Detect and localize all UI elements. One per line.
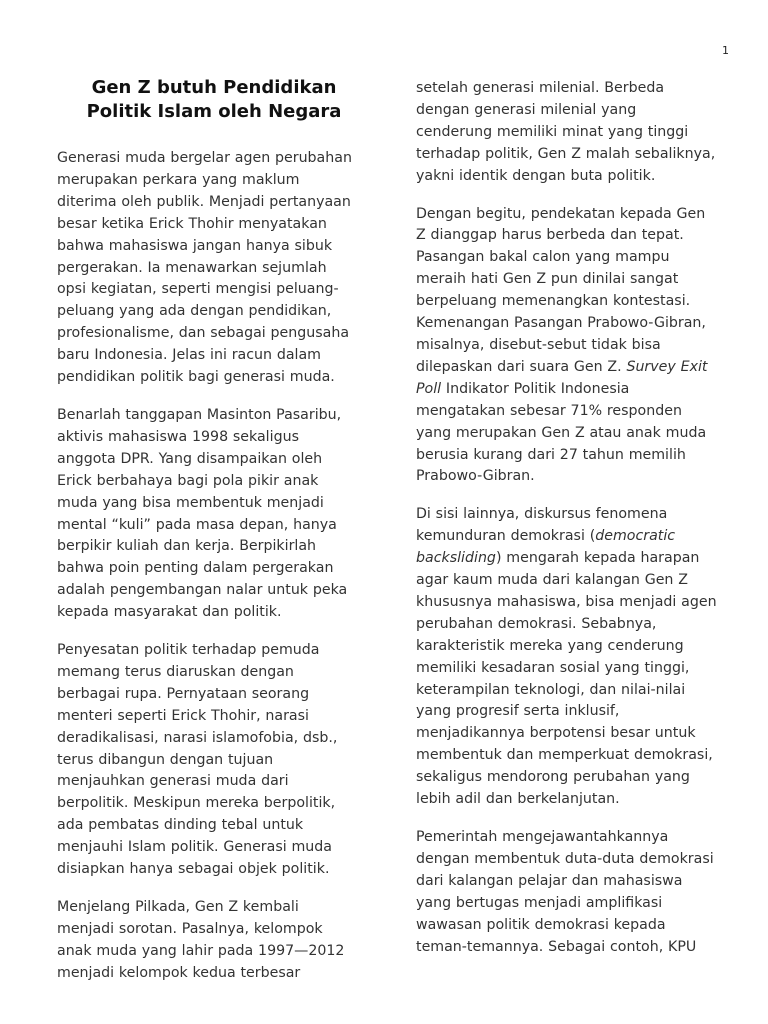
text-line: teman-temannya. Sebagai contoh, KPU bbox=[416, 938, 697, 955]
text-line: peluang yang ada dengan pendidikan, bbox=[57, 303, 332, 320]
text-line: yakni identik dengan buta politik. bbox=[416, 167, 656, 184]
text-line: menjauhkan generasi muda dari bbox=[57, 773, 289, 790]
text-line: Z dianggap harus berbeda dan tepat. bbox=[416, 227, 684, 244]
page-number: 1 bbox=[722, 44, 729, 57]
text-run: kemunduran demokrasi ( bbox=[416, 528, 596, 545]
text-line: kepada masyarakat dan politik. bbox=[57, 604, 282, 621]
text-line: Generasi muda bergelar agen perubahan bbox=[57, 150, 352, 166]
text-line: berpikir kuliah dan kerja. Berpikirlah bbox=[57, 538, 317, 555]
paragraph bbox=[416, 827, 734, 958]
text-line: khususnya mahasiswa, bisa menjadi agen bbox=[416, 593, 717, 610]
text-line: yang bertugas menjadi amplifikasi bbox=[416, 894, 663, 911]
text-line: agar kaum muda dari kalangan Gen Z bbox=[416, 572, 688, 589]
text-line: Menjelang Pilkada, Gen Z kembali bbox=[57, 899, 299, 915]
text-line: pendidikan politik bagi generasi muda. bbox=[57, 369, 335, 386]
text-line: membentuk dan memperkuat demokrasi, bbox=[416, 747, 713, 764]
paragraph bbox=[416, 504, 734, 811]
paragraph bbox=[57, 897, 371, 985]
paragraph bbox=[416, 204, 734, 489]
text-line bbox=[416, 357, 734, 379]
text-line: meraih hati Gen Z pun dinilai sangat bbox=[416, 271, 679, 288]
text-run: Indikator Politik Indonesia bbox=[441, 380, 630, 397]
text-line: Pemerintah mengejawantahkannya bbox=[416, 829, 669, 845]
paragraph bbox=[57, 640, 371, 881]
text-line: opsi kegiatan, seperti mengisi peluang- bbox=[57, 281, 339, 298]
text-line: aktivis mahasiswa 1998 sekaligus bbox=[57, 428, 299, 445]
text-line: sekaligus mendorong perubahan yang bbox=[416, 769, 690, 786]
italic-text: democratic bbox=[595, 528, 676, 545]
text-line: Dengan begitu, pendekatan kepada Gen bbox=[416, 205, 706, 222]
text-line: adalah pengembangan nalar untuk peka bbox=[57, 582, 348, 599]
text-line: deradikalisasi, narasi islamofobia, dsb., bbox=[57, 729, 338, 746]
text-line: ada pembatas dinding tebal untuk bbox=[57, 817, 304, 834]
text-line: Prabowo-Gibran. bbox=[416, 468, 535, 485]
italic-text: Survey Exit bbox=[626, 358, 708, 375]
text-line bbox=[416, 526, 734, 548]
text-line: memiliki kesadaran sosial yang tinggi, bbox=[416, 659, 690, 676]
text-line: berbagai rupa. Pernyataan seorang bbox=[57, 685, 310, 702]
text-line: cenderung memiliki minat yang tinggi bbox=[416, 123, 689, 140]
left-column bbox=[57, 0, 371, 1001]
text-line: lebih adil dan berkelanjutan. bbox=[416, 791, 620, 808]
text-line: Kemenangan Pasangan Prabowo-Gibran, bbox=[416, 315, 706, 332]
text-line: Benarlah tanggapan Masinton Pasaribu, bbox=[57, 406, 342, 423]
text-line: setelah generasi milenial. Berbeda bbox=[416, 80, 665, 96]
text-line bbox=[416, 379, 734, 401]
text-line: mental “kuli” pada masa depan, hanya bbox=[57, 516, 337, 533]
text-line: diterima oleh publik. Menjadi pertanyaan bbox=[57, 193, 351, 210]
paragraph bbox=[57, 148, 371, 389]
text-line: muda yang bisa membentuk menjadi bbox=[57, 494, 324, 511]
text-line: menjadi sorotan. Pasalnya, kelompok bbox=[57, 920, 323, 937]
text-line: karakteristik mereka yang cenderung bbox=[416, 637, 684, 654]
text-line: anak muda yang lahir pada 1997—2012 bbox=[57, 942, 345, 959]
text-line: menjauhi Islam politik. Generasi muda bbox=[57, 839, 332, 856]
text-run: ) mengarah kepada harapan bbox=[495, 550, 700, 567]
text-line: dengan generasi milenial yang bbox=[416, 101, 637, 118]
text-line: terus dibangun dengan tujuan bbox=[57, 751, 274, 768]
text-line: Di sisi lainnya, diskursus fenomena bbox=[416, 506, 668, 523]
text-line bbox=[416, 548, 734, 570]
text-line: baru Indonesia. Jelas ini racun dalam bbox=[57, 347, 321, 364]
text-line: profesionalisme, dan sebagai pengusaha bbox=[57, 325, 350, 342]
text-line: dari kalangan pelajar dan mahasiswa bbox=[416, 872, 683, 889]
text-line: besar ketika Erick Thohir menyatakan bbox=[57, 215, 327, 232]
paragraph bbox=[416, 78, 734, 188]
italic-text: backsliding bbox=[416, 550, 496, 567]
text-line: bahwa poin penting dalam pergerakan bbox=[57, 560, 334, 577]
text-line: mengatakan sebesar 71% responden bbox=[416, 402, 682, 419]
text-line: menteri seperti Erick Thohir, narasi bbox=[57, 707, 309, 724]
text-line: memang terus diaruskan dengan bbox=[57, 663, 294, 680]
text-line: Penyesatan politik terhadap pemuda bbox=[57, 642, 320, 659]
text-line: dengan membentuk duta-duta demokrasi bbox=[416, 850, 714, 867]
text-line: berpeluang memenangkan kontestasi. bbox=[416, 293, 691, 310]
text-line: yang merupakan Gen Z atau anak muda bbox=[416, 424, 707, 441]
text-line: perubahan demokrasi. Sebabnya, bbox=[416, 615, 657, 632]
text-line: disiapkan hanya sebagai objek politik. bbox=[57, 861, 330, 878]
italic-text: Poll bbox=[416, 380, 442, 397]
title-line: Gen Z butuh Pendidikan bbox=[91, 77, 337, 98]
text-run: dilepaskan dari suara Gen Z. bbox=[416, 358, 627, 375]
text-line: keterampilan teknologi, dan nilai-nilai bbox=[416, 681, 686, 698]
text-line: menjadikannya berpotensi besar untuk bbox=[416, 725, 696, 742]
text-line: merupakan perkara yang maklum bbox=[57, 171, 300, 188]
text-line: berusia kurang dari 27 tahun memilih bbox=[416, 446, 686, 463]
text-line: menjadi kelompok kedua terbesar bbox=[57, 964, 301, 981]
text-line: anggota DPR. Yang disampaikan oleh bbox=[57, 450, 323, 467]
text-line: Pasangan bakal calon yang mampu bbox=[416, 249, 670, 266]
right-column bbox=[416, 0, 734, 974]
text-line: terhadap politik, Gen Z malah sebaliknya, bbox=[416, 145, 716, 162]
text-line: wawasan politik demokrasi kepada bbox=[416, 916, 666, 933]
paragraph bbox=[57, 405, 371, 624]
text-line: berpolitik. Meskipun mereka berpolitik, bbox=[57, 795, 336, 812]
text-line: misalnya, disebut-sebut tidak bisa bbox=[416, 336, 661, 353]
text-line: pergerakan. Ia menawarkan sejumlah bbox=[57, 259, 327, 276]
article-title bbox=[57, 0, 371, 124]
title-line: Politik Islam oleh Negara bbox=[86, 101, 342, 122]
text-line: bahwa mahasiswa jangan hanya sibuk bbox=[57, 237, 333, 254]
text-line: yang progresif serta inklusif, bbox=[416, 703, 620, 720]
text-line: Erick berbahaya bagi pola pikir anak bbox=[57, 472, 319, 489]
